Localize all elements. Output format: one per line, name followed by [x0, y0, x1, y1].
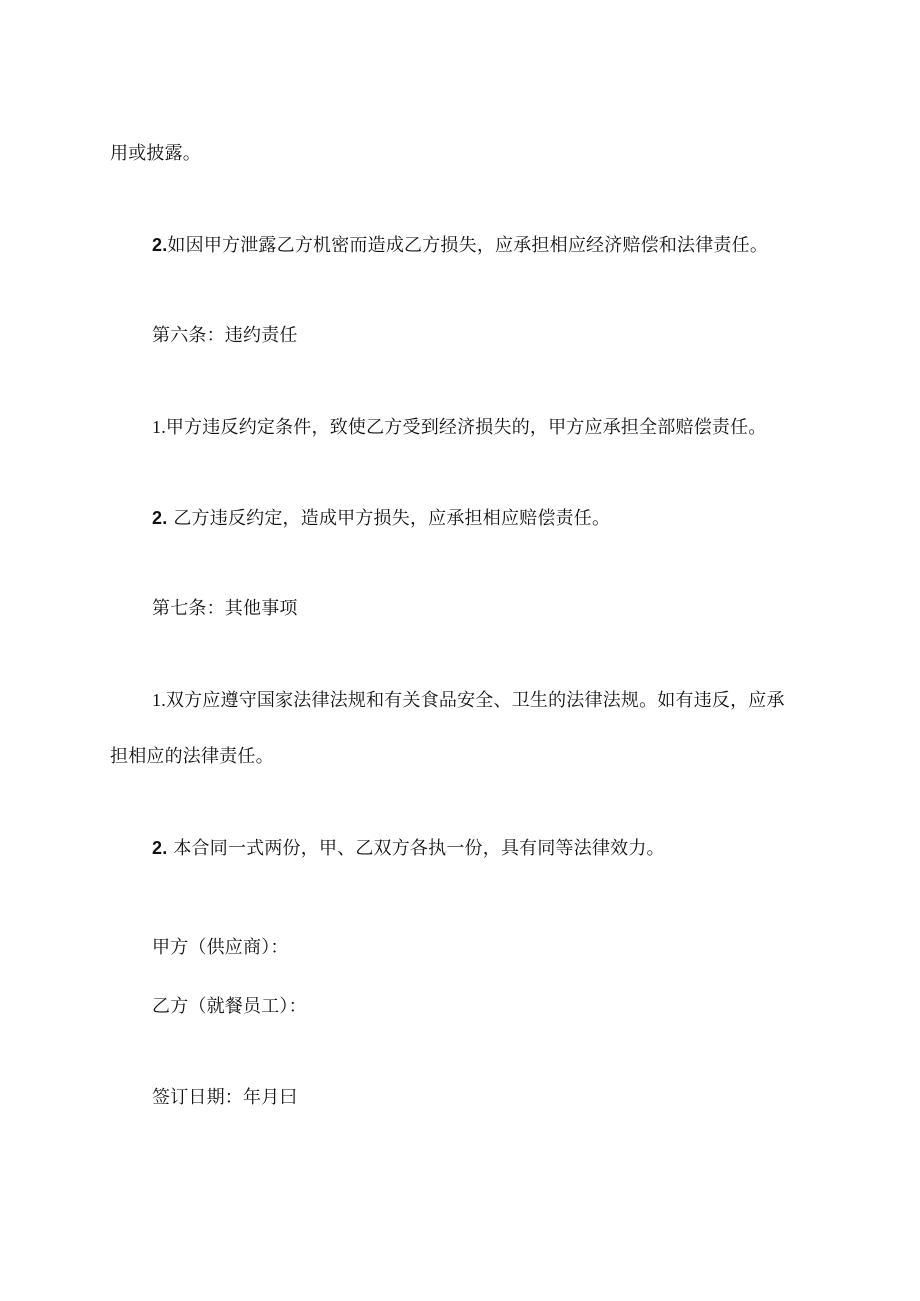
party-b-label: 乙方（就餐员工）：: [152, 996, 307, 1017]
section-heading: [152, 597, 298, 621]
signature-line: [152, 995, 307, 1019]
line-text: 担相应的法律责任。: [110, 746, 274, 767]
section-title: 第七条：其他事项: [152, 598, 298, 619]
item-number: 1.: [152, 690, 166, 710]
line-text: 双方应遵守国家法律法规和有关食品安全、卫生的法律法规。如有违反，应承: [165, 690, 785, 711]
section-heading: [152, 324, 298, 348]
line-text: 用或披露。: [110, 143, 201, 164]
text-line: [152, 836, 665, 861]
item-number: 1.: [152, 417, 166, 437]
item-number: 2.: [152, 508, 168, 528]
text-line: [152, 233, 768, 258]
item-number: 2.: [152, 235, 168, 255]
section-title: 第六条：违约责任: [152, 325, 298, 346]
text-line: [110, 142, 201, 166]
line-text: 乙方违反约定，造成甲方损失，应承担相应赔偿责任。: [173, 508, 611, 529]
text-line: [152, 688, 785, 713]
text-line: [110, 745, 274, 769]
signing-date-line: [152, 1086, 298, 1110]
party-a-label: 甲方（供应商）：: [152, 937, 289, 958]
line-text: 本合同一式两份，甲、乙双方各执一份，具有同等法律效力。: [173, 838, 665, 859]
item-number: 2.: [152, 838, 168, 858]
line-text: 如因甲方泄露乙方机密而造成乙方损失，应承担相应经济赔偿和法律责任。: [167, 235, 769, 256]
text-line: [152, 415, 767, 440]
line-text: 甲方违反约定条件，致使乙方受到经济损失的，甲方应承担全部赔偿责任。: [165, 417, 767, 438]
text-line: [152, 506, 610, 531]
signature-line: [152, 936, 289, 960]
signing-date-label: 签订日期：年月曰: [152, 1087, 298, 1108]
